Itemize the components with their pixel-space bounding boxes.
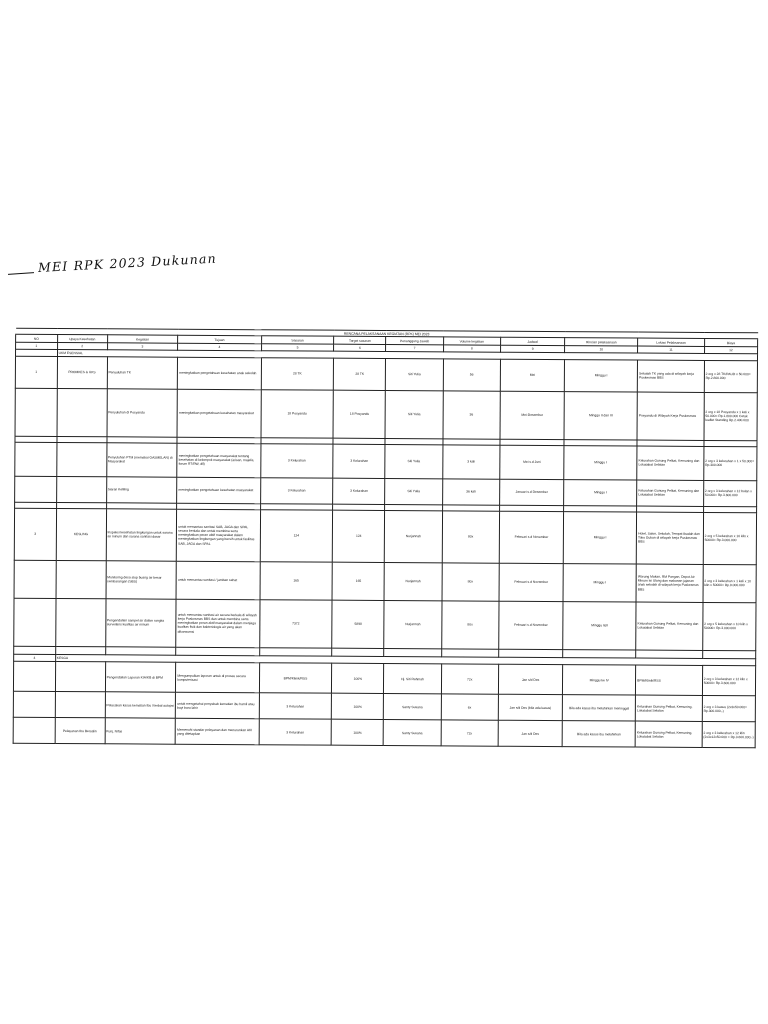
column-header: Biaya — [704, 339, 757, 348]
cell-upaya — [55, 662, 105, 692]
cell-rincian: Minggu I&II — [563, 602, 636, 650]
cell-kegiatan: Pelacakan kasus kematian Ibu /Verbal autopsi — [105, 692, 176, 718]
cell-no — [15, 388, 57, 436]
cell-upaya: KESLING — [56, 508, 106, 560]
cell-jadwal: Februari s.d November — [499, 601, 564, 649]
table-row — [15, 388, 757, 441]
table-row — [14, 560, 756, 603]
cell-upaya — [55, 598, 105, 646]
cell-no: 3 — [14, 508, 56, 560]
cell-upaya: Pelayanan Ibu Bersalin — [55, 718, 105, 744]
cell-rincian: Minggu ke IV — [563, 665, 636, 695]
handwritten-dash — [8, 272, 34, 275]
cell-biaya: 2 org x 3 kelurahan x 12 klin x 50000= Rp.3.600.000 — [702, 666, 755, 696]
table-row — [14, 598, 756, 651]
cell-jadwal: Januari s.d Desember — [499, 479, 564, 505]
cell-target: 100% — [332, 693, 384, 719]
table-row — [13, 717, 755, 748]
column-number: 5 — [261, 344, 334, 351]
cell-kegiatan: Penyuluhan TK — [107, 357, 178, 389]
cell-no: 1 — [15, 356, 57, 388]
cell-lokasi: Kelurahan Gunung Pelkat, Kemuning dan Lokatabat Selatan — [637, 480, 704, 506]
cell-rincian: Minggu I — [564, 480, 637, 506]
cell-jadwal: Februari s.d November — [499, 563, 564, 601]
cell-volume: 72x — [441, 720, 498, 746]
column-header: Kegiatan — [107, 335, 178, 344]
column-header: Lokasi Pelaksanaan — [638, 338, 705, 347]
cell-sasaran: BPM/Klinik/RSS — [259, 663, 332, 693]
document-title: RENCANA PELAKSANAAN KEGIATAN (RPK) MEI 2023 — [16, 328, 758, 339]
cell-no — [13, 661, 55, 691]
cell-no — [13, 717, 55, 743]
cell-sasaran: 7372 — [259, 600, 332, 648]
cell-volume: 3 kali — [442, 445, 499, 479]
cell-jadwal: Februari s.d November — [499, 511, 564, 563]
cell-lokasi: Kelurahan Gunung Pelkat, Kemuning, Lokatabat Selatan — [635, 721, 702, 747]
cell-kegiatan: Kunj. Nifas — [105, 718, 176, 744]
cell-jadwal: Jan s/d Des (bila ada kasus) — [498, 694, 563, 720]
cell-pj: Nurjannah — [384, 600, 442, 648]
column-number: 4 — [178, 344, 261, 351]
cell-pj: Santy Susana — [384, 720, 441, 746]
cell-kegiatan: Inspeksi kesehatan lingkungan untuk sarana air minum dan sarana sanitasi dasar — [106, 509, 177, 561]
cell-biaya: 2 org x 5 kelurahan x 10 kiln x 50000= Rp.3.000.000 — [702, 602, 756, 650]
table-row — [14, 508, 756, 565]
column-number: 6 — [334, 345, 386, 352]
column-number: 7 — [386, 345, 443, 352]
cell-upaya: PROMKES & UKS — [57, 356, 107, 388]
cell-target: 3 Kelurahan — [333, 444, 385, 478]
cell-lokasi: Sekolah TK yang ada di wilayah kerja Puskesmas BBS — [637, 360, 704, 392]
cell-jadwal: Mei-Desember — [500, 391, 565, 439]
cell-pj: Santy Susana — [384, 694, 441, 720]
cell-rincian: Bila ada kasus ibu melahirkan meninggal — [563, 695, 636, 721]
cell-upaya — [55, 692, 105, 718]
handwritten-note — [8, 250, 218, 284]
cell-no — [15, 442, 57, 476]
cell-volume: 80x — [441, 601, 499, 649]
cell-upaya — [56, 442, 106, 476]
column-number: 1 — [16, 343, 58, 350]
cell-pj: Nurjannah — [384, 562, 441, 600]
cell-jadwal: Mei — [500, 359, 565, 391]
handwritten-note-text: MEI RPK 2023 Dukunan — [37, 250, 218, 275]
cell-rincian: Minggu I — [563, 564, 636, 602]
cell-sasaran: 3 Kelurahan — [259, 693, 332, 719]
rpk-document — [13, 328, 758, 739]
column-header: Upaya Kesehatan — [57, 335, 107, 343]
rpk-table — [13, 328, 759, 749]
column-number: 11 — [638, 347, 705, 354]
cell-kegiatan: Siaran Keliling — [106, 477, 177, 503]
cell-upaya — [57, 388, 107, 436]
cell-tujuan: Mengumpulkan laporan untuk di proses secara komputerisasi — [176, 662, 259, 693]
cell-kegiatan: Penyuluhan PTM (memakai GASMELAN) di Masyarakat — [106, 443, 177, 477]
column-header: Sasaran — [261, 336, 334, 345]
cell-lokasi: Kelurahan Gunung Pelkat, Kemuning dan Lokatabat Selatan — [636, 602, 703, 650]
cell-pj: Siti Yulia — [385, 478, 442, 504]
table-row — [13, 661, 755, 696]
cell-jadwal: Jan s/d Des — [498, 720, 563, 746]
column-number: 8 — [443, 345, 500, 352]
cell-volume: 56 — [443, 359, 500, 391]
cell-jadwal: Jan s/d Des — [498, 664, 563, 694]
cell-biaya: 2 org x 3 kelurahan x 1 x 50.000= Rp.300.000 — [704, 446, 757, 480]
cell-biaya: 2 org x 3 kasus (2x3x50.000= Rp.300.000,-) — [702, 696, 755, 722]
cell-pj: Siti Yulia — [386, 358, 443, 390]
cell-biaya: 2 org x 18 Posyandu x 1 kali x 50.000= Rp.1.800.000 Cetak leaflet Standing Rp.2.400.000 — [704, 392, 758, 440]
cell-rincian: Bila ada kasus ibu melahirkan — [562, 721, 635, 747]
cell-volume: 80x — [442, 563, 499, 601]
cell-lokasi: Warung Makan, RM Pangan, Depot Air Minum Isi Ulang dan makanan jajanan anak sekolah di wilayah kerja Puskesmas BBS — [636, 564, 703, 602]
table-row — [15, 442, 757, 481]
cell-biaya: 2 org x 3 kelurahan x 12 bulan x 50.000= Rp.3.600.000 — [703, 480, 756, 506]
cell-target: 100% — [332, 663, 384, 693]
cell-biaya: 2 org x 3 kelurahan x 1 kali x 10 klin x 50000= Rp.9.000.000 — [703, 564, 756, 602]
cell-tujuan: untuk memantau sanitasi SAB, JAGA dan SPAL secara berkala dan untuk membina serta meningkatkan peran aktif masyarakat dalam meningkatkan lingkungan yang bersih untuk fasilitas SAB, JAGA dan SPAL — [177, 509, 261, 562]
cell-pj: Nurjannah — [385, 510, 443, 562]
cell-pj: Siti Yulia — [385, 390, 443, 438]
column-header: Rincian pelaksanaan — [565, 338, 638, 347]
cell-no — [14, 646, 56, 654]
cell-tujuan: untuk mengetahui penyebab kematian ibu hamil atau bayi baru lahir — [176, 692, 259, 719]
cell-target: 5898 — [332, 600, 384, 648]
cell-pj: Siti Yulia — [385, 444, 442, 478]
cell-no — [15, 476, 57, 502]
cell-kegiatan: Pengendalian Laporan KIA/KB di BPM — [105, 662, 176, 692]
cell-tujuan: untuk memantau sanitasi air secara berkala di wilayah kerja Puskesmas BBS dan untuk membina serta meningkatkan peran aktif masyarakat dalam menjaga kualitas fisik dan bakteriologis air yang akan dikonsumsi — [176, 599, 260, 648]
cell-tujuan: meningkatkan pengetahuan kesehatan anak sekolah — [178, 357, 261, 390]
cell-volume: 36 kali — [442, 479, 499, 505]
cell-tujuan: untuk memantau sanitasi / jamban sehat — [176, 561, 259, 600]
column-number: 2 — [57, 343, 107, 350]
column-header: Volume kegiatan — [443, 337, 500, 346]
cell-biaya: 2 org x 5 kelurahan x 10 kiln x 50000= Rp.3.000.000 — [703, 512, 757, 564]
cell-lokasi: BPM/Klinik/RSS — [636, 665, 703, 695]
cell-kegiatan: Monitoring desa stop buang air besar sembarangan (SBS) — [106, 561, 177, 599]
column-number: 12 — [704, 347, 757, 354]
cell-lokasi: Kelurahan Gunung Pelkat, Kemuning, Lokatabat Selatan — [635, 695, 702, 721]
cell-tujuan: Memenuhi standar pelayanan dan menurunkan AKI yang ditetapkan — [175, 718, 258, 745]
cell-rincian: Minggu I — [565, 360, 638, 392]
cell-jadwal: Mei s.d Juni — [500, 445, 565, 479]
cell-tujuan: meningkatkan pengetahuan masyarakat tentang kesehatan di kelompok masyarakat (arisan, majelis, forum RT/RW, dll) — [177, 443, 260, 478]
column-header: NO — [16, 335, 58, 343]
cell-pj: Hj. Siti Rahmah — [384, 664, 441, 694]
cell-lokasi: Kelurahan Gunung Pelkat, Kemuning dan Lokatabat Selatan — [637, 446, 704, 480]
column-number: 10 — [565, 346, 638, 353]
cell-upaya — [56, 476, 106, 502]
cell-target: 165 — [332, 562, 384, 600]
cell-rincian: Minggu II dan III — [564, 392, 637, 440]
section-label: KESGA — [55, 654, 755, 665]
cell-target: 28 TK — [334, 358, 386, 390]
cell-no — [14, 560, 56, 598]
column-number: 9 — [500, 346, 565, 353]
section-label: UKM ESENSIAL — [57, 349, 757, 360]
cell-lokasi: Posyandu di Wilayah Kerja Puskesmas — [637, 392, 704, 440]
cell-upaya — [56, 560, 106, 598]
cell-sasaran: 3 Kelurahan — [260, 478, 333, 504]
column-header: Jadwal — [500, 337, 565, 346]
cell-biaya: 2 org x 28 TK/PAUD x 50.000= Rp.2.800.000 — [704, 360, 757, 392]
column-header: Target sasaran — [334, 336, 386, 345]
cell-sasaran: 165 — [260, 562, 333, 600]
cell-sasaran: 3 Kelurahan — [259, 719, 332, 745]
cell-sasaran: 3 Kelurahan — [260, 444, 333, 478]
cell-tujuan: meningkatkan pengetahuan kesehatan masyarakat — [177, 389, 261, 438]
cell-target: 100% — [331, 719, 383, 745]
cell-kegiatan: Pengendalian sampel air dalam rangka surveilans kualitas air minum — [105, 599, 176, 647]
cell-target: 3 Kelurahan — [333, 478, 385, 504]
cell-kegiatan: Penyuluhan di Posyandu — [107, 389, 178, 437]
cell-volume: 36 — [443, 391, 501, 439]
cell-volume: 6x — [441, 694, 498, 720]
column-header: Penanggung Jawab — [386, 337, 443, 346]
cell-sasaran: 124 — [260, 510, 333, 562]
cell-volume: 80x — [442, 511, 500, 563]
cell-sasaran: 28 TK — [261, 358, 334, 390]
table-body — [13, 349, 757, 748]
cell-rincian: Minggu I — [564, 446, 637, 480]
column-number: 3 — [107, 343, 178, 350]
cell-lokasi: Hotel, Salon, Sekolah, Tempat Ibadah dan Toko Gukan di wilayah kerja Puskesmas BBS — [636, 512, 703, 564]
section-number: 4 — [14, 654, 56, 661]
table-row — [15, 356, 757, 393]
cell-sasaran: 18 Posyandu — [261, 390, 334, 438]
cell-biaya: 2 org x 3 kelurahan x 12 klin (2x3x12x50.000 = Rp.3.600.000,-) — [702, 722, 755, 748]
cell-target: 124 — [333, 510, 385, 562]
column-header: Tujuan — [178, 336, 261, 345]
cell-no — [13, 691, 55, 717]
cell-volume: 72x — [441, 664, 498, 694]
cell-tujuan: meningkatkan pengetahuan kesehatan masyarakat — [177, 477, 260, 504]
cell-rincian: Minggu I — [564, 512, 637, 564]
cell-target: 18 Posyandu — [333, 390, 385, 438]
cell-no — [14, 598, 56, 646]
